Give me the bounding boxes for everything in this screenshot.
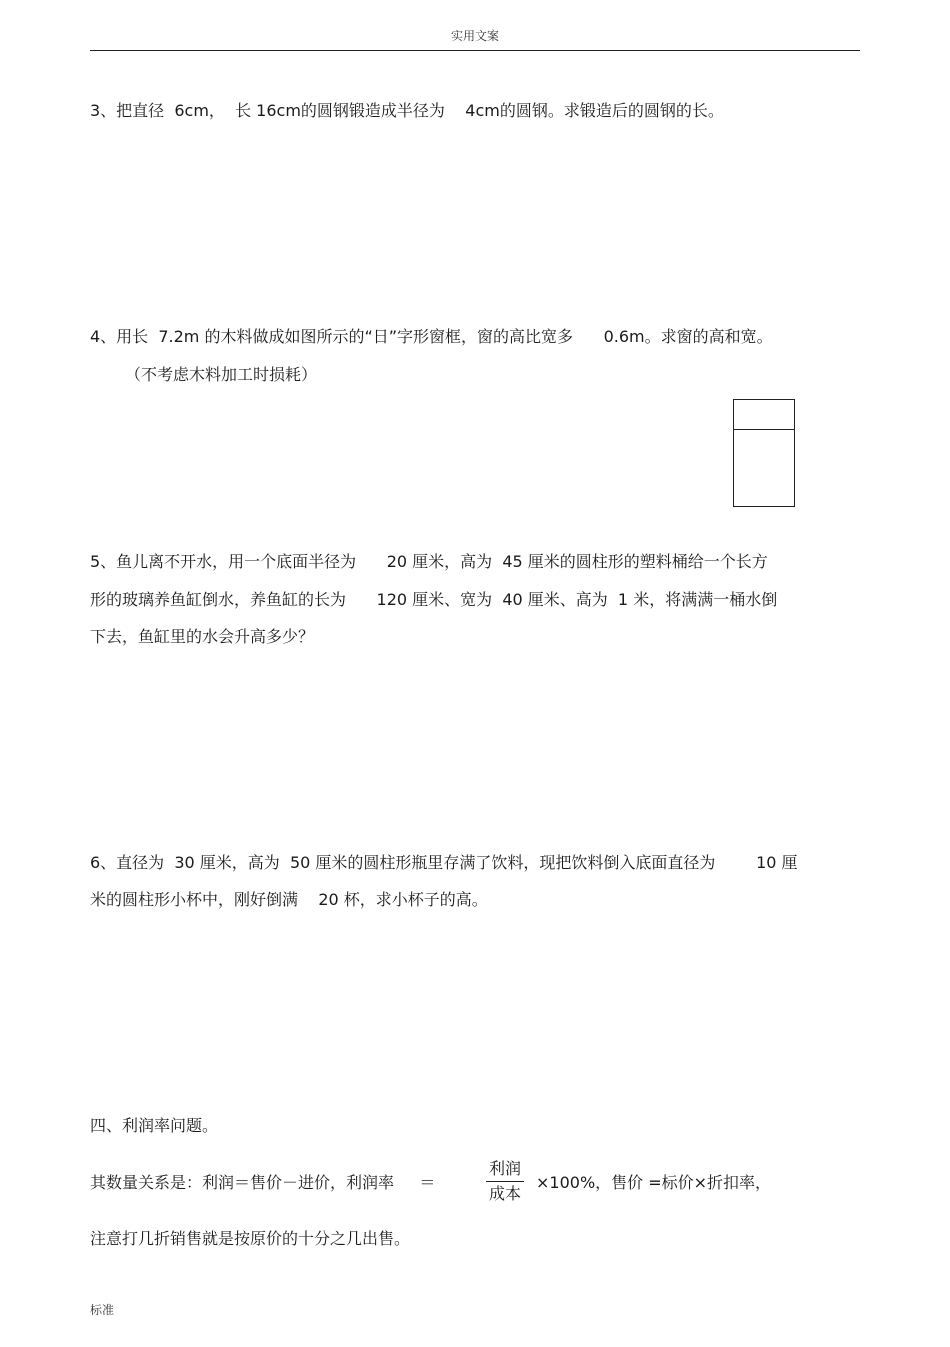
- header-divider: [90, 50, 860, 51]
- fraction-denominator: 成本: [488, 1184, 521, 1203]
- problem-5-line-1: 5、鱼儿离不开水，用一个底面半径为 20 厘米，高为 45 厘米的圆柱形的塑料桶给一个长方: [90, 552, 768, 571]
- fraction-bar: [486, 1181, 524, 1182]
- problem-5-line-3: 下去，鱼缸里的水会升高多少？: [90, 627, 315, 646]
- profit-rate-fraction: [486, 1158, 524, 1205]
- discount-note: 注意打几折销售就是按原价的十分之几出售。: [90, 1229, 411, 1248]
- problem-3-text: 3、把直径 6cm， 长 16cm的圆钢锻造成半径为 4cm的圆钢。求锻造后的圆钢的长。: [90, 101, 724, 120]
- profit-relation-prefix: 其数量关系是：利润＝售价－进价，利润率 ＝: [90, 1173, 436, 1192]
- fraction-numerator: 利润: [488, 1159, 521, 1178]
- problem-6-line-1: 6、直径为 30 厘米，高为 50 厘米的圆柱形瓶里存满了饮料，现把饮料倒入底面直径为 10 厘: [90, 853, 798, 872]
- section-4-heading: 四、利润率问题。: [90, 1116, 219, 1135]
- problem-4-note: （不考虑木料加工时损耗）: [125, 365, 318, 384]
- problem-6-line-2: 米的圆柱形小杯中，刚好倒满 20 杯，求小杯子的高。: [90, 890, 488, 909]
- page-header-title: 实用文案: [450, 29, 499, 43]
- profit-relation-suffix: ×100%，售价 =标价×折扣率，: [536, 1173, 772, 1192]
- problem-5-line-2: 形的玻璃养鱼缸倒水，养鱼缸的长为 120 厘米、宽为 40 厘米、高为 1 米，将满满一桶水倒: [90, 590, 778, 609]
- window-frame-diagram: [733, 399, 795, 507]
- problem-4-text: 4、用长 7.2m 的木料做成如图所示的“日”字形窗框，窗的高比宽多 0.6m。求窗的高和宽。: [90, 327, 773, 346]
- window-frame-crossbar: [734, 429, 794, 430]
- page-footer-label: 标准: [90, 1303, 115, 1317]
